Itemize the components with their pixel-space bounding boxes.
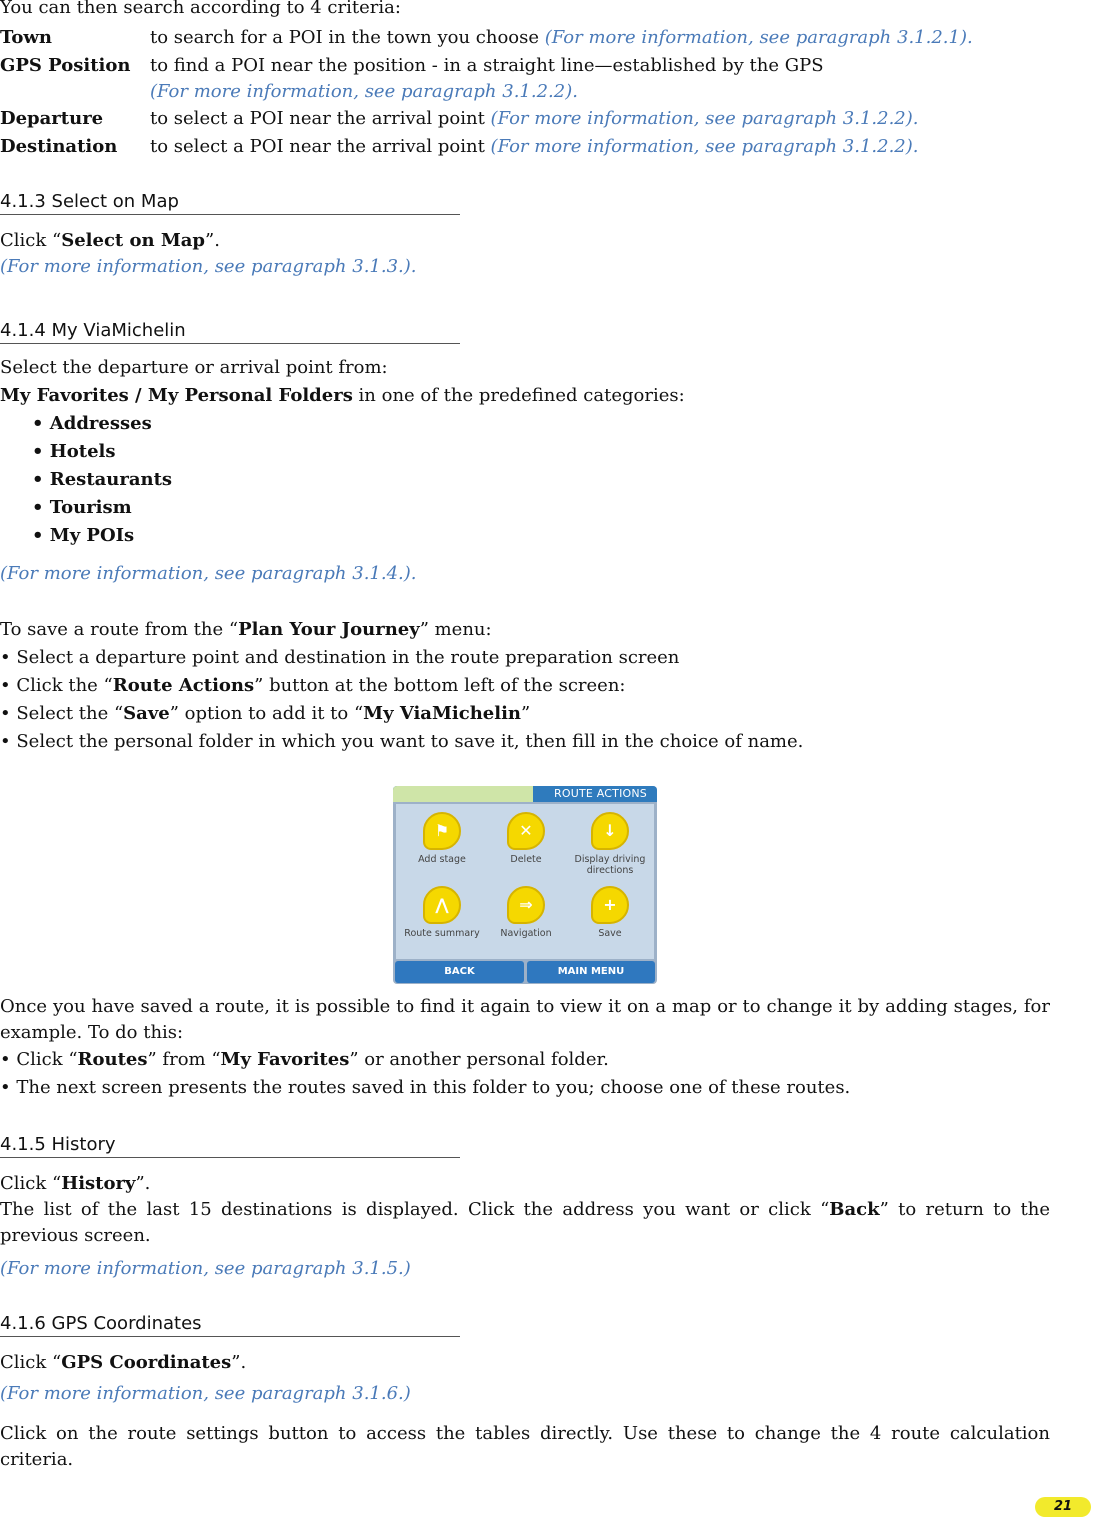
step: • Select the “Save” option to add it to “My ViaMichelin” bbox=[0, 703, 531, 724]
tile-label: Add stage bbox=[418, 854, 466, 865]
history-instruction: Click “History”. bbox=[0, 1173, 151, 1194]
tile-label: Route summary bbox=[404, 928, 480, 939]
reference-link: (For more information, see paragraph 3.1.3.). bbox=[0, 256, 417, 277]
category-my-pois: • My POIs bbox=[32, 525, 135, 546]
directions-icon: ↓ bbox=[591, 812, 629, 850]
route-actions-screenshot bbox=[393, 786, 657, 984]
section-heading-413: 4.1.3 Select on Map bbox=[0, 190, 460, 215]
category-hotels: • Hotels bbox=[32, 441, 116, 462]
criterion-term: GPS Position bbox=[0, 55, 131, 76]
actions-panel bbox=[396, 804, 654, 959]
tile-label: Navigation bbox=[500, 928, 552, 939]
criterion-def: to search for a POI in the town you choose (For more information, see paragraph 3.1.2.1). bbox=[150, 27, 973, 48]
paragraph: To save a route from the “Plan Your Journey” menu: bbox=[0, 619, 492, 640]
add-stage-tile[interactable] bbox=[402, 812, 482, 865]
tile-label: Display driving directions bbox=[574, 854, 646, 876]
paragraph: My Favorites / My Personal Folders in one of the predefined categories: bbox=[0, 385, 685, 406]
route-summary-tile[interactable] bbox=[402, 886, 482, 939]
paragraph: The list of the last 15 destinations is displayed. Click the address you want or click “Back” to return to the previous screen. bbox=[0, 1199, 1050, 1246]
reference-link: (For more information, see paragraph 3.1.2.2). bbox=[150, 81, 578, 102]
step: • Select the personal folder in which you want to save it, then fill in the choice of name. bbox=[0, 731, 804, 752]
select-on-map-instruction: Click “Select on Map”. bbox=[0, 230, 220, 251]
reference-link: (For more information, see paragraph 3.1.2.1). bbox=[544, 27, 973, 48]
tile-label: Delete bbox=[510, 854, 542, 865]
gps-coordinates-instruction: Click “GPS Coordinates”. bbox=[0, 1352, 247, 1373]
map-strip bbox=[393, 786, 533, 802]
paragraph: Once you have saved a route, it is possible to find it again to view it on a map or to change it by adding stages, for example. To do this: bbox=[0, 996, 1050, 1043]
intro-text: You can then search according to 4 criteria: bbox=[0, 0, 401, 18]
main-menu-button[interactable]: MAIN MENU bbox=[527, 961, 655, 983]
arrow-right-icon: ⇒ bbox=[507, 886, 545, 924]
save-icon: + bbox=[591, 886, 629, 924]
category-restaurants: • Restaurants bbox=[32, 469, 173, 490]
display-driving-directions-tile[interactable] bbox=[570, 812, 650, 876]
reference-link: (For more information, see paragraph 3.1.4.). bbox=[0, 563, 417, 584]
reference-link: (For more information, see paragraph 3.1.6.) bbox=[0, 1383, 411, 1404]
reference-link: (For more information, see paragraph 3.1.5.) bbox=[0, 1258, 411, 1279]
navigation-tile[interactable] bbox=[486, 886, 566, 939]
criterion-def: to select a POI near the arrival point (For more information, see paragraph 3.1.2.2). bbox=[150, 136, 919, 157]
save-tile[interactable] bbox=[570, 886, 650, 939]
section-heading-414: 4.1.4 My ViaMichelin bbox=[0, 319, 460, 344]
delete-icon: ✕ bbox=[507, 812, 545, 850]
page-number-badge: 21 bbox=[1035, 1497, 1091, 1517]
reference-link: (For more information, see paragraph 3.1.2.2). bbox=[490, 108, 919, 129]
category-tourism: • Tourism bbox=[32, 497, 132, 518]
paragraph: Select the departure or arrival point from: bbox=[0, 357, 388, 378]
reference-link: (For more information, see paragraph 3.1.2.2). bbox=[490, 136, 919, 157]
route-summary-icon: ⋀ bbox=[423, 886, 461, 924]
tile-label: Save bbox=[598, 928, 622, 939]
flag-icon: ⚑ bbox=[423, 812, 461, 850]
step: • Click “Routes” from “My Favorites” or another personal folder. bbox=[0, 1049, 609, 1070]
back-button[interactable]: BACK bbox=[395, 961, 524, 983]
section-heading-415: 4.1.5 History bbox=[0, 1133, 460, 1158]
criterion-term: Town bbox=[0, 27, 52, 48]
step: • Click the “Route Actions” button at the bottom left of the screen: bbox=[0, 675, 626, 696]
criterion-term: Destination bbox=[0, 136, 118, 157]
section-heading-416: 4.1.6 GPS Coordinates bbox=[0, 1312, 460, 1337]
category-addresses: • Addresses bbox=[32, 413, 152, 434]
paragraph: Click on the route settings button to access the tables directly. Use these to change the 4 route calculation criteria. bbox=[0, 1423, 1050, 1470]
criterion-def: to select a POI near the arrival point (For more information, see paragraph 3.1.2.2). bbox=[150, 108, 919, 129]
step: • The next screen presents the routes saved in this folder to you; choose one of these routes. bbox=[0, 1077, 851, 1098]
criterion-def: to find a POI near the position - in a straight line—established by the GPS bbox=[150, 55, 824, 76]
delete-tile[interactable] bbox=[486, 812, 566, 865]
screenshot-header bbox=[393, 786, 657, 802]
criterion-term: Departure bbox=[0, 108, 104, 129]
screenshot-title: ROUTE ACTIONS bbox=[554, 787, 647, 800]
step: • Select a departure point and destination in the route preparation screen bbox=[0, 647, 680, 668]
